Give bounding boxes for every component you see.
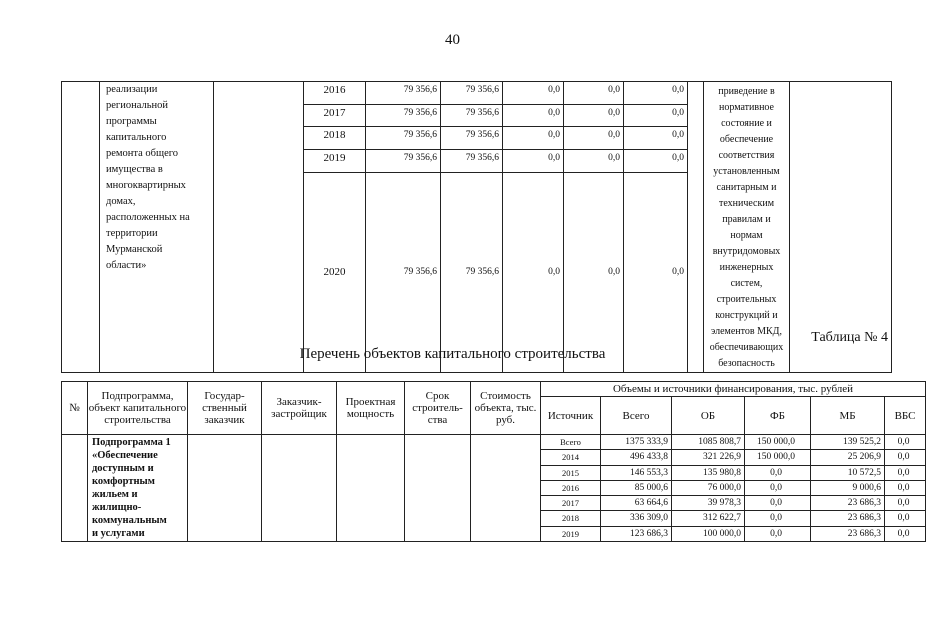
- value-cell: 0,0: [564, 104, 624, 127]
- empty-cell: [405, 435, 471, 542]
- program-line: региональной: [106, 100, 168, 111]
- vbs-cell: 0,0: [885, 480, 926, 495]
- program-line: капитального: [106, 132, 167, 143]
- value-cell: 0,0: [503, 150, 564, 173]
- ob-cell: 76 000,0: [672, 480, 745, 495]
- value-cell: 0,0: [564, 127, 624, 150]
- note-line: соответствия: [718, 150, 775, 161]
- year-cell: 2016: [304, 82, 366, 105]
- program-line: домах,: [106, 196, 136, 207]
- subprogram-line: и услугами: [92, 528, 145, 539]
- value-cell: 79 356,6: [366, 172, 441, 372]
- value-cell: 79 356,6: [441, 104, 503, 127]
- note-line: обеспечивающих: [709, 342, 784, 353]
- vbs-cell: 0,0: [885, 465, 926, 480]
- empty-cell: [262, 435, 337, 542]
- note-line: нормативное: [719, 102, 774, 113]
- header-num: №: [62, 382, 88, 435]
- header-ob: ОБ: [672, 397, 745, 435]
- subprogram-line: жилищно-: [92, 502, 142, 513]
- source-cell: 2017: [541, 496, 601, 511]
- value-cell: 0,0: [503, 127, 564, 150]
- fb-cell: 0,0: [745, 496, 811, 511]
- subprogram-line: коммунальным: [92, 515, 167, 526]
- note-line: внутридомовых: [712, 246, 781, 257]
- value-cell: 79 356,6: [366, 104, 441, 127]
- value-cell: 79 356,6: [366, 150, 441, 173]
- ob-cell: 1085 808,7: [672, 435, 745, 450]
- note-line: конструкций и: [715, 310, 778, 321]
- program-line: многоквартирных: [106, 180, 186, 191]
- total-cell: 496 433,8: [601, 450, 672, 465]
- source-cell: Всего: [541, 435, 601, 450]
- empty-cell: [214, 82, 304, 373]
- fb-cell: 0,0: [745, 526, 811, 541]
- header-subprogram: Подпрограмма, объект капитального строительства: [88, 382, 188, 435]
- value-cell: 0,0: [503, 82, 564, 105]
- note-line: приведение в: [718, 86, 775, 97]
- note-line: установленным: [713, 166, 780, 177]
- note-line: состояние и: [721, 118, 772, 129]
- header-financing: Объемы и источники финансирования, тыс. рублей: [541, 382, 926, 397]
- header-term: Срок строитель-ства: [405, 382, 471, 435]
- program-line: расположенных на: [106, 212, 190, 223]
- note-line: строительных: [716, 294, 777, 305]
- empty-cell: [688, 82, 704, 373]
- year-cell: 2018: [304, 127, 366, 150]
- vbs-cell: 0,0: [885, 496, 926, 511]
- subprogram-line: комфортным: [92, 476, 155, 487]
- year-cell: 2020: [304, 172, 366, 372]
- program-continuation-table: [61, 81, 892, 373]
- table-number: Таблица № 4: [811, 330, 888, 345]
- num-cell: [62, 82, 100, 373]
- program-line: реализации: [106, 84, 158, 95]
- note-line: инженерных: [719, 262, 774, 273]
- header-capacity: Проектная мощность: [337, 382, 405, 435]
- value-cell: 79 356,6: [366, 127, 441, 150]
- subprogram-line: доступным и: [92, 463, 154, 474]
- value-cell: 0,0: [624, 127, 688, 150]
- value-cell: 0,0: [564, 172, 624, 372]
- ob-cell: 312 622,7: [672, 511, 745, 526]
- total-cell: 1375 333,9: [601, 435, 672, 450]
- header-developer: Заказчик-застройщик: [262, 382, 337, 435]
- mb-cell: 139 525,2: [811, 435, 885, 450]
- source-cell: 2015: [541, 465, 601, 480]
- mb-cell: 10 572,5: [811, 465, 885, 480]
- value-cell: 79 356,6: [441, 127, 503, 150]
- vbs-cell: 0,0: [885, 511, 926, 526]
- program-line: программы: [106, 116, 157, 127]
- empty-cell: [337, 435, 405, 542]
- note-line: правилам и: [722, 214, 771, 225]
- program-name-cell: [100, 82, 214, 373]
- empty-cell: [188, 435, 262, 542]
- value-cell: 79 356,6: [366, 82, 441, 105]
- note-line: техническим: [718, 198, 775, 209]
- value-cell: 0,0: [564, 82, 624, 105]
- value-cell: 0,0: [624, 82, 688, 105]
- program-line: территории: [106, 228, 158, 239]
- vbs-cell: 0,0: [885, 435, 926, 450]
- mb-cell: 23 686,3: [811, 496, 885, 511]
- vbs-cell: 0,0: [885, 450, 926, 465]
- empty-cell: [471, 435, 541, 542]
- mb-cell: 25 206,9: [811, 450, 885, 465]
- note-line: систем,: [730, 278, 763, 289]
- total-cell: 146 553,3: [601, 465, 672, 480]
- fb-cell: 0,0: [745, 465, 811, 480]
- mb-cell: 9 000,6: [811, 480, 885, 495]
- result-note-cell: [704, 82, 790, 373]
- num-cell: [62, 435, 88, 542]
- total-cell: 123 686,3: [601, 526, 672, 541]
- total-cell: 336 309,0: [601, 511, 672, 526]
- fb-cell: 150 000,0: [745, 435, 811, 450]
- program-line: имущества в: [106, 164, 163, 175]
- value-cell: 79 356,6: [441, 172, 503, 372]
- header-cost: Стоимость объекта, тыс. руб.: [471, 382, 541, 435]
- fb-cell: 0,0: [745, 511, 811, 526]
- note-line: элементов МКД,: [710, 326, 782, 337]
- header-fb: ФБ: [745, 397, 811, 435]
- value-cell: 79 356,6: [441, 150, 503, 173]
- subprogram-line: жильем и: [92, 489, 138, 500]
- vbs-cell: 0,0: [885, 526, 926, 541]
- program-line: Мурманской: [106, 244, 163, 255]
- source-cell: 2019: [541, 526, 601, 541]
- table-title: Перечень объектов капитального строительства: [299, 346, 606, 362]
- value-cell: 0,0: [503, 172, 564, 372]
- year-cell: 2017: [304, 104, 366, 127]
- header-vbs: ВБС: [885, 397, 926, 435]
- source-cell: 2014: [541, 450, 601, 465]
- table-row: [62, 435, 926, 450]
- table-row: [62, 82, 892, 105]
- mb-cell: 23 686,3: [811, 526, 885, 541]
- empty-cell: [790, 82, 892, 373]
- ob-cell: 100 000,0: [672, 526, 745, 541]
- value-cell: 0,0: [564, 150, 624, 173]
- ob-cell: 135 980,8: [672, 465, 745, 480]
- header-state-customer: Государ-ственный заказчик: [188, 382, 262, 435]
- value-cell: 0,0: [503, 104, 564, 127]
- value-cell: 0,0: [624, 172, 688, 372]
- page-number: 40: [445, 32, 460, 48]
- fb-cell: 0,0: [745, 480, 811, 495]
- header-mb: МБ: [811, 397, 885, 435]
- source-cell: 2018: [541, 511, 601, 526]
- value-cell: 79 356,6: [441, 82, 503, 105]
- total-cell: 85 000,6: [601, 480, 672, 495]
- subprogram-line: «Обеспечение: [92, 450, 158, 461]
- value-cell: 0,0: [624, 104, 688, 127]
- total-cell: 63 664,6: [601, 496, 672, 511]
- ob-cell: 321 226,9: [672, 450, 745, 465]
- year-cell: 2019: [304, 150, 366, 173]
- note-line: обеспечение: [719, 134, 774, 145]
- header-total: Всего: [601, 397, 672, 435]
- header-source: Источник: [541, 397, 601, 435]
- ob-cell: 39 978,3: [672, 496, 745, 511]
- capital-construction-table: [61, 381, 926, 542]
- mb-cell: 23 686,3: [811, 511, 885, 526]
- note-line: санитарным и: [716, 182, 777, 193]
- note-line: нормам: [730, 230, 763, 241]
- subprogram-cell: [88, 435, 188, 542]
- fb-cell: 150 000,0: [745, 450, 811, 465]
- subprogram-line: Подпрограмма 1: [92, 437, 171, 448]
- value-cell: 0,0: [624, 150, 688, 173]
- program-line: ремонта общего: [106, 148, 179, 159]
- note-line: безопасность: [718, 358, 775, 369]
- program-line: области»: [106, 260, 147, 271]
- source-cell: 2016: [541, 480, 601, 495]
